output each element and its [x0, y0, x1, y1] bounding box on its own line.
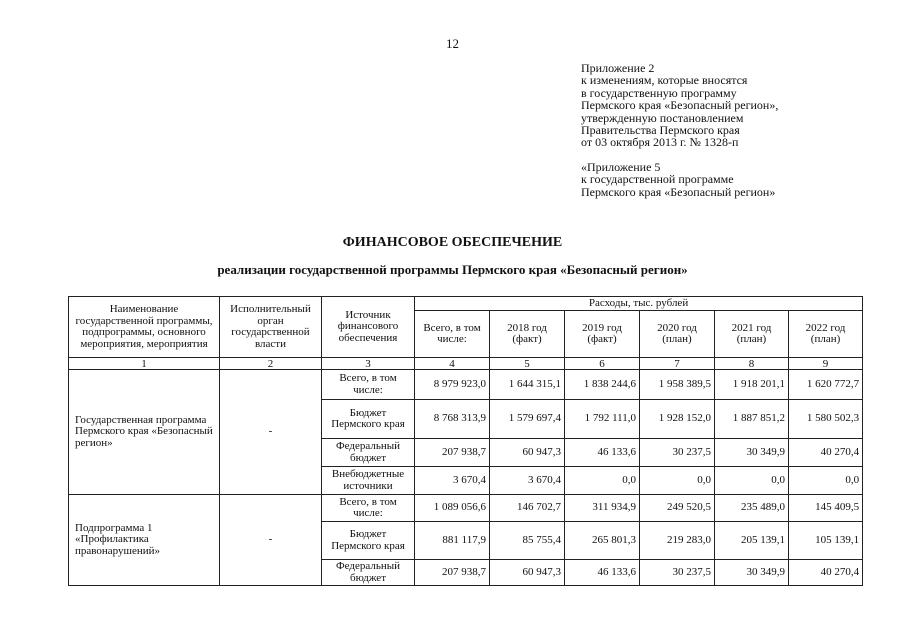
- column-index: 9: [789, 358, 863, 370]
- value-cell: 235 489,0: [715, 495, 789, 522]
- value-cell: 30 237,5: [640, 560, 715, 586]
- value-cell: 30 349,9: [715, 560, 789, 586]
- value-cell: 30 237,5: [640, 439, 715, 467]
- table-row: [69, 495, 863, 522]
- financing-table: [68, 296, 863, 586]
- header-org: Исполнительный орган государственной власти: [220, 297, 322, 358]
- header-2019: 2019 год (факт): [565, 311, 640, 358]
- value-cell: 145 409,5: [789, 495, 863, 522]
- source-cell: Федеральный бюджет: [322, 560, 415, 586]
- value-cell: 207 938,7: [415, 560, 490, 586]
- value-cell: 265 801,3: [565, 522, 640, 560]
- value-cell: 1 644 315,1: [490, 370, 565, 400]
- value-cell: 0,0: [789, 467, 863, 495]
- value-cell: 1 620 772,7: [789, 370, 863, 400]
- source-cell: Бюджет Пермского края: [322, 400, 415, 439]
- source-cell: Федеральный бюджет: [322, 439, 415, 467]
- table-row: [69, 370, 863, 400]
- value-cell: 40 270,4: [789, 439, 863, 467]
- column-index: 1: [69, 358, 220, 370]
- program-name: Государственная программа Пермского края «Безопасный регион»: [69, 370, 220, 495]
- header-2018: 2018 год (факт): [490, 311, 565, 358]
- value-cell: 0,0: [565, 467, 640, 495]
- value-cell: 146 702,7: [490, 495, 565, 522]
- header-2021: 2021 год (план): [715, 311, 789, 358]
- appendix-line: Пермского края «Безопасный регион»: [581, 184, 776, 199]
- value-cell: 105 139,1: [789, 522, 863, 560]
- value-cell: 30 349,9: [715, 439, 789, 467]
- column-index: 6: [565, 358, 640, 370]
- page-number: 12: [446, 36, 459, 51]
- appendix-line: «Приложение 5: [581, 159, 661, 174]
- column-index: 5: [490, 358, 565, 370]
- value-cell: 1 838 244,6: [565, 370, 640, 400]
- value-cell: 311 934,9: [565, 495, 640, 522]
- program-org: -: [220, 370, 322, 495]
- column-index: 4: [415, 358, 490, 370]
- column-index: 2: [220, 358, 322, 370]
- value-cell: 0,0: [640, 467, 715, 495]
- value-cell: 85 755,4: [490, 522, 565, 560]
- column-index: 7: [640, 358, 715, 370]
- value-cell: 1 958 389,5: [640, 370, 715, 400]
- value-cell: 3 670,4: [490, 467, 565, 495]
- appendix-block: [581, 62, 778, 198]
- value-cell: 1 792 111,0: [565, 400, 640, 439]
- header-2022: 2022 год (план): [789, 311, 863, 358]
- source-cell: Бюджет Пермского края: [322, 522, 415, 560]
- value-cell: 219 283,0: [640, 522, 715, 560]
- appendix-line: утвержденную постановлением: [581, 110, 744, 125]
- appendix-line: от 03 октября 2013 г. № 1328-п: [581, 135, 739, 150]
- document-subtitle: реализации государственной программы Пермского края «Безопасный регион»: [217, 262, 688, 277]
- source-cell: Всего, в том числе:: [322, 370, 415, 400]
- value-cell: 40 270,4: [789, 560, 863, 586]
- appendix-line: в государственную программу: [581, 85, 737, 100]
- value-cell: 1 918 201,1: [715, 370, 789, 400]
- header-source: Источник финансового обеспечения: [322, 297, 415, 358]
- column-index: 8: [715, 358, 789, 370]
- header-total: Всего, в том числе:: [415, 311, 490, 358]
- value-cell: 0,0: [715, 467, 789, 495]
- value-cell: 1 928 152,0: [640, 400, 715, 439]
- source-cell: Всего, в том числе:: [322, 495, 415, 522]
- value-cell: 1 580 502,3: [789, 400, 863, 439]
- header-name: Наименование государственной программы, подпрограммы, основного мероприятия, мероприятия: [69, 297, 220, 358]
- header-expenses: Расходы, тыс. рублей: [415, 297, 863, 311]
- value-cell: 46 133,6: [565, 560, 640, 586]
- value-cell: 46 133,6: [565, 439, 640, 467]
- appendix-line: к изменениям, которые вносятся: [581, 73, 748, 88]
- value-cell: 249 520,5: [640, 495, 715, 522]
- appendix-line: Приложение 2: [581, 61, 655, 75]
- value-cell: 205 139,1: [715, 522, 789, 560]
- source-cell: Внебюджетные источники: [322, 467, 415, 495]
- value-cell: 8 979 923,0: [415, 370, 490, 400]
- header-2020: 2020 год (план): [640, 311, 715, 358]
- value-cell: 1 579 697,4: [490, 400, 565, 439]
- value-cell: 60 947,3: [490, 439, 565, 467]
- value-cell: 1 887 851,2: [715, 400, 789, 439]
- value-cell: 8 768 313,9: [415, 400, 490, 439]
- column-index: 3: [322, 358, 415, 370]
- value-cell: 1 089 056,6: [415, 495, 490, 522]
- value-cell: 881 117,9: [415, 522, 490, 560]
- value-cell: 60 947,3: [490, 560, 565, 586]
- appendix-line: к государственной программе: [581, 172, 734, 187]
- appendix-line: Правительства Пермского края: [581, 123, 740, 138]
- appendix-line: Пермского края «Безопасный регион»,: [581, 98, 779, 113]
- subprogram-name: Подпрограмма 1 «Профилактика правонарушений»: [69, 495, 220, 586]
- document-title: ФИНАНСОВОЕ ОБЕСПЕЧЕНИЕ: [342, 235, 563, 250]
- subprogram-org: -: [220, 495, 322, 586]
- value-cell: 207 938,7: [415, 439, 490, 467]
- value-cell: 3 670,4: [415, 467, 490, 495]
